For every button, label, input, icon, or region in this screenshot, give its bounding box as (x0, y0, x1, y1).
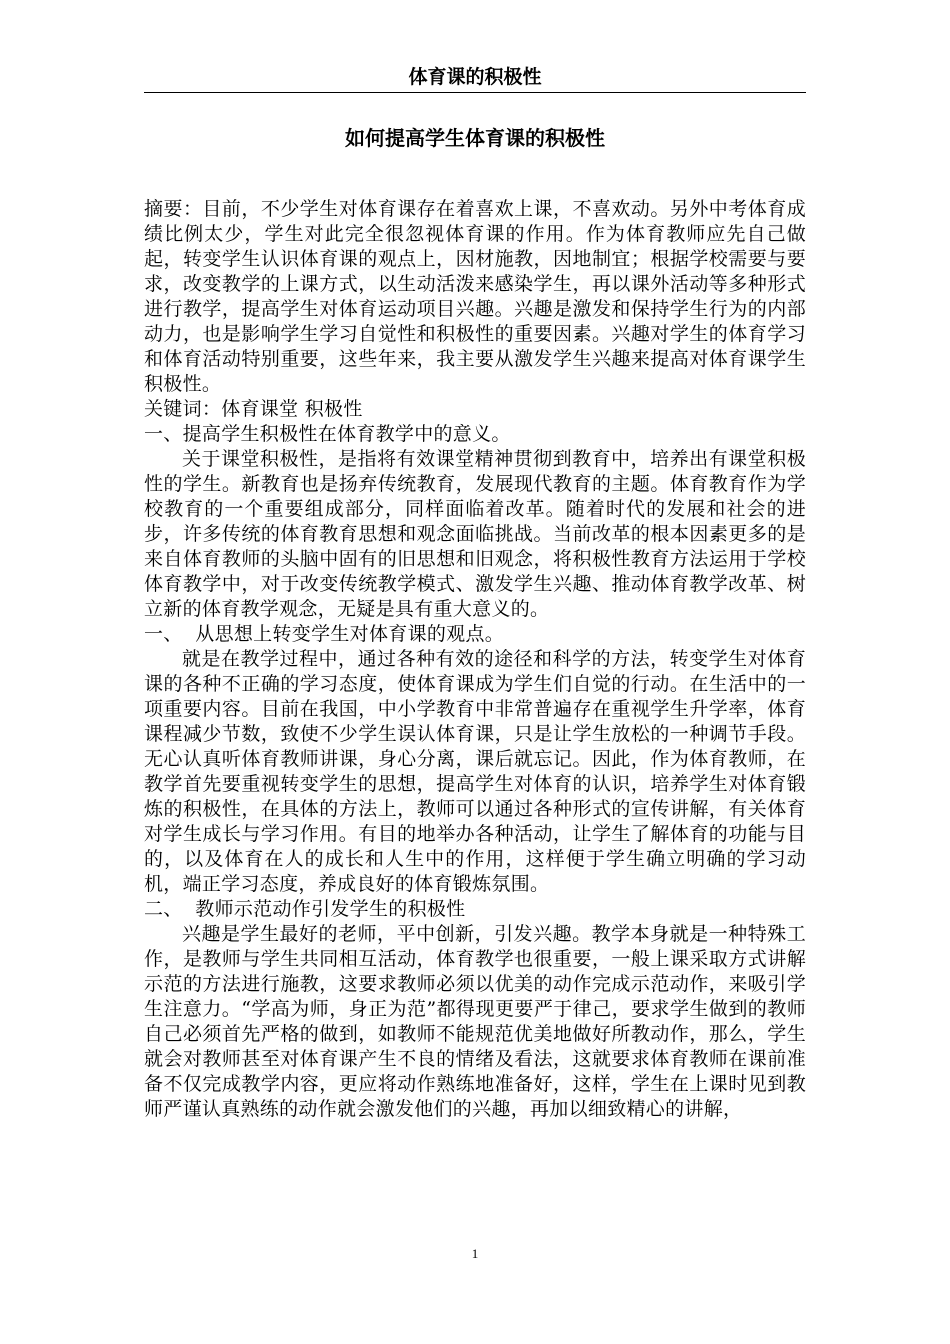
document-body (144, 197, 806, 1122)
document-title: 如何提高学生体育课的积极性 (345, 126, 605, 150)
page-number: 1 (471, 1246, 479, 1261)
section-2-heading: 一、 从思想上转变学生对体育课的观点。 (144, 623, 505, 645)
section-1-heading: 一、提高学生积极性在体育教学中的意义。 (144, 423, 511, 445)
keywords-line: 关键词：体育课堂 积极性 (144, 398, 363, 420)
section-3-paragraph: 兴趣是学生最好的老师，平中创新，引发兴趣。教学本身就是一种特殊工作，是教师与学生共同相互活动，体育教学也很重要，一般上课采取方式讲解示范的方法进行施教，这要求教师必须以优美的动作完成示范动作，来吸引学生注意力。“学高为师，身正为范”都得现更要严于律己，要求学生做到的教师自己必须首先严格的做到，如教师不能规范优美地做好所教动作，那么，学生就会对教师甚至对体育课产生不良的情绪及看法，这就要求体育教师在课前准备不仅完成教学内容，更应将动作熟练地准备好，这样，学生在上课时见到教师严谨认真熟练的动作就会激发他们的兴趣，再加以细致精心的讲解， (144, 923, 806, 1120)
header-divider (144, 92, 806, 93)
running-header-title: 体育课的积极性 (408, 66, 542, 88)
section-1-paragraph: 关于课堂积极性，是指将有效课堂精神贯彻到教育中，培养出有课堂积极性的学生。新教育也是扬弃传统教育，发展现代教育的主题。体育教育作为学校教育的一个重要组成部分，同样面临着改革。随着时代的发展和社会的进步，许多传统的体育教育思想和观念面临挑战。当前改革的根本因素更多的是来自体育教师的头脑中固有的旧思想和旧观念，将积极性教育方法运用于学校体育教学中，对于改变传统教学模式、激发学生兴趣、推动体育教学改革、树立新的体育教学观念，无疑是具有重大意义的。 (144, 448, 806, 620)
section-3-heading: 二、 教师示范动作引发学生的积极性 (144, 898, 466, 920)
section-2-paragraph: 就是在教学过程中，通过各种有效的途径和科学的方法，转变学生对体育课的各种不正确的学习态度，使体育课成为学生们自觉的行动。在生活中的一项重要内容。目前在我国，中小学教育中非常普遍存在重视学生升学率，体育课程减少节数，致使不少学生误认体育课，只是让学生放松的一种调节手段。无心认真听体育教师讲课，身心分离，课后就忘记。因此，作为体育教师，在教学首先要重视转变学生的思想，提高学生对体育的认识，培养学生对体育锻炼的积极性，在具体的方法上，教师可以通过各种形式的宣传讲解，有关体育对学生成长与学习作用。有目的地举办各种活动，让学生了解体育的功能与目的，以及体育在人的成长和人生中的作用，这样便于学生确立明确的学习动机，端正学习态度，养成良好的体育锻炼氛围。 (144, 648, 806, 895)
abstract-paragraph: 摘要：目前，不少学生对体育课存在着喜欢上课，不喜欢动。另外中考体育成绩比例太少，学生对此完全很忽视体育课的作用。作为体育教师应先自己做起，转变学生认识体育课的观点上，因材施教，因地制宜；根据学校需要与要求，改变教学的上课方式，以生动活泼来感染学生，再以课外活动等多种形式进行教学，提高学生对体育运动项目兴趣。兴趣是激发和保持学生行为的内部动力，也是影响学生学习自觉性和积极性的重要因素。兴趣对学生的体育学习和体育活动特别重要，这些年来，我主要从激发学生兴趣来提高对体育课学生积极性。 (144, 198, 806, 395)
